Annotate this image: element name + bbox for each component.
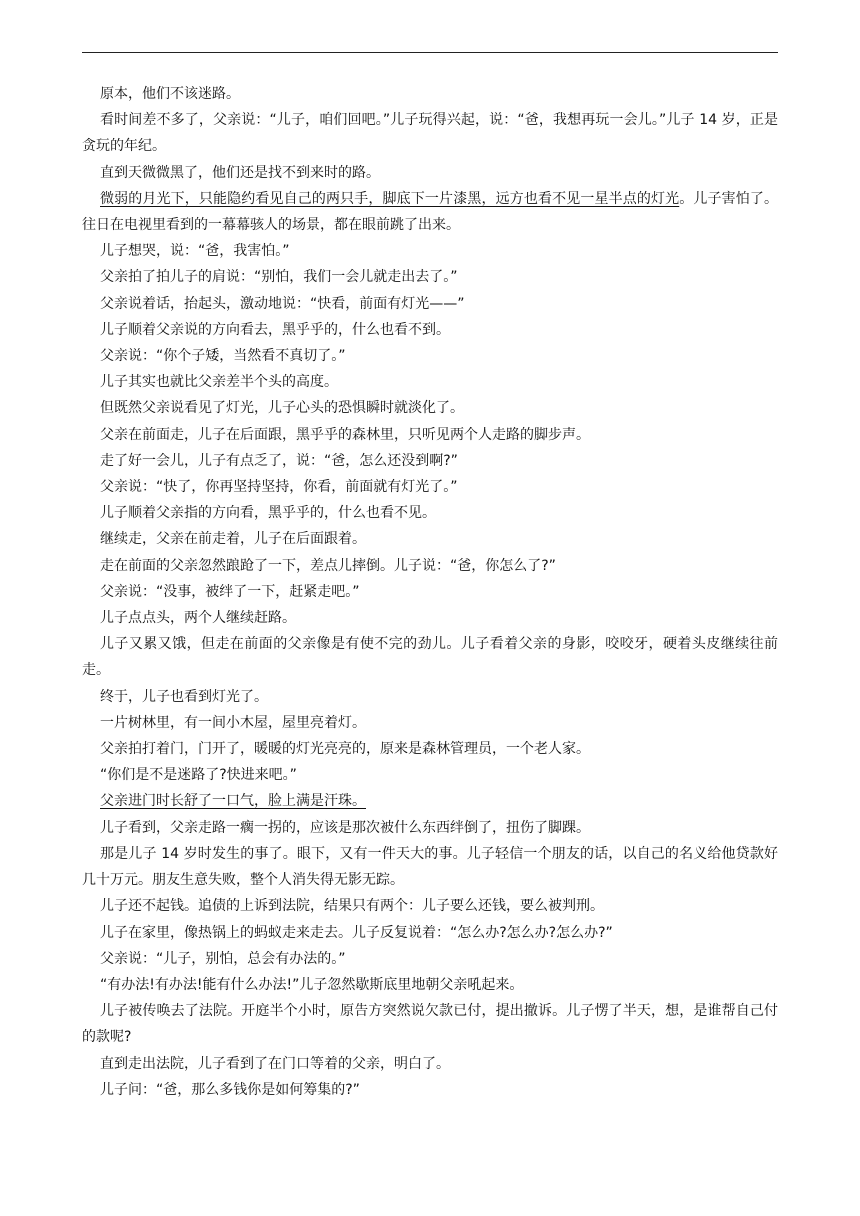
paragraph: 走在前面的父亲忽然踉跄了一下，差点儿摔倒。儿子说：“爸，你怎么了?” (100, 557, 556, 574)
paragraph: 走了好一会儿，儿子有点乏了，说：“爸，怎么还没到啊?” (100, 452, 458, 469)
paragraph: 继续走，父亲在前走着，儿子在后面跟着。 (100, 531, 366, 548)
paragraph: 但既然父亲说看见了灯光，儿子心头的恐惧瞬时就淡化了。 (100, 400, 464, 417)
paragraph: 儿子还不起钱。追债的上诉到法院，结果只有两个：儿子要么还钱，要么被判刑。 (100, 898, 604, 915)
paragraph: 儿子看到，父亲走路一瘸一拐的，应该是那次被什么东西绊倒了，扭伤了脚踝。 (100, 819, 590, 836)
paragraph: “你们是不是迷路了?快进来吧。” (100, 767, 297, 784)
article-body (82, 81, 778, 1103)
paragraph: 那是儿子 14 岁时发生的事了。眼下，又有一件天大的事。儿子轻信一个朋友的话，以自己的名义给他贷款好几十万元。朋友生意失败，整个人消失得无影无踪。 (82, 845, 778, 889)
paragraph: 父亲说：“快了，你再坚持坚持，你看，前面就有灯光了。” (100, 479, 458, 496)
paragraph: 直到走出法院，儿子看到了在门口等着的父亲，明白了。 (100, 1055, 450, 1072)
paragraph: 父亲拍打着门，门开了，暖暖的灯光亮亮的，原来是森林管理员，一个老人家。 (100, 741, 590, 758)
paragraph: 终于，儿子也看到灯光了。 (100, 688, 268, 705)
header-rule (82, 52, 778, 53)
paragraph: 父亲说：“没事，被绊了一下，赶紧走吧。” (100, 583, 360, 600)
paragraph: 儿子问：“爸，那么多钱你是如何筹集的?” (100, 1081, 360, 1098)
paragraph: 父亲说：“你个子矮，当然看不真切了。” (100, 348, 346, 365)
paragraph: 父亲在前面走，儿子在后面跟，黑乎乎的森林里，只听见两个人走路的脚步声。 (100, 426, 590, 443)
paragraph: 儿子在家里，像热锅上的蚂蚁走来走去。儿子反复说着：“怎么办?怎么办?怎么办?” (100, 924, 613, 941)
paragraph: 一片树林里，有一间小木屋，屋里亮着灯。 (100, 714, 366, 731)
paragraph-rest: 。儿子害怕了。往日在电视里看到的一幕幕骇人的场景，都在眼前跳了出来。 (82, 190, 779, 234)
paragraph: 父亲说着话，抬起头，激动地说：“快看，前面有灯光——” (100, 295, 465, 312)
paragraph: 父亲拍了拍儿子的肩说：“别怕，我们一会儿就走出去了。” (100, 269, 458, 286)
paragraph-underlined (82, 186, 778, 238)
paragraph: 直到天微微黑了，他们还是找不到来时的路。 (100, 164, 380, 181)
paragraph: 儿子又累又饿，但走在前面的父亲像是有使不完的劲儿。儿子看着父亲的身影，咬咬牙，硬着头皮继续往前走。 (82, 636, 778, 679)
paragraph: 儿子顺着父亲说的方向看去，黑乎乎的，什么也看不到。 (100, 321, 450, 338)
paragraph: 父亲说：“儿子，别怕，总会有办法的。” (100, 950, 346, 967)
paragraph: 儿子其实也就比父亲差半个头的高度。 (100, 374, 338, 391)
paragraph: 儿子想哭，说：“爸，我害怕。” (100, 243, 290, 260)
underlined-sentence: 微弱的月光下，只能隐约看见自己的两只手，脚底下一片漆黑，远方也看不见一星半点的灯光 (100, 190, 680, 207)
paragraph-underlined (82, 788, 778, 814)
paragraph: 看时间差不多了，父亲说：“儿子，咱们回吧。”儿子玩得兴起，说：“爸，我想再玩一会儿。”儿子 14 岁，正是贪玩的年纪。 (82, 112, 778, 155)
paragraph: 原本，他们不该迷路。 (100, 86, 240, 102)
paragraph: “有办法!有办法!能有什么办法!”儿子忽然歇斯底里地朝父亲吼起来。 (100, 976, 524, 993)
paragraph: 儿子点点头，两个人继续赶路。 (100, 610, 296, 627)
underlined-sentence: 父亲进门时长舒了一口气，脸上满是汗珠。 (100, 793, 366, 810)
paragraph: 儿子被传唤去了法院。开庭半个小时，原告方突然说欠款已付，提出撤诉。儿子愣了半天，想，是谁帮自己付的款呢? (82, 1003, 778, 1046)
paragraph: 儿子顺着父亲指的方向看，黑乎乎的，什么也看不见。 (100, 505, 436, 522)
